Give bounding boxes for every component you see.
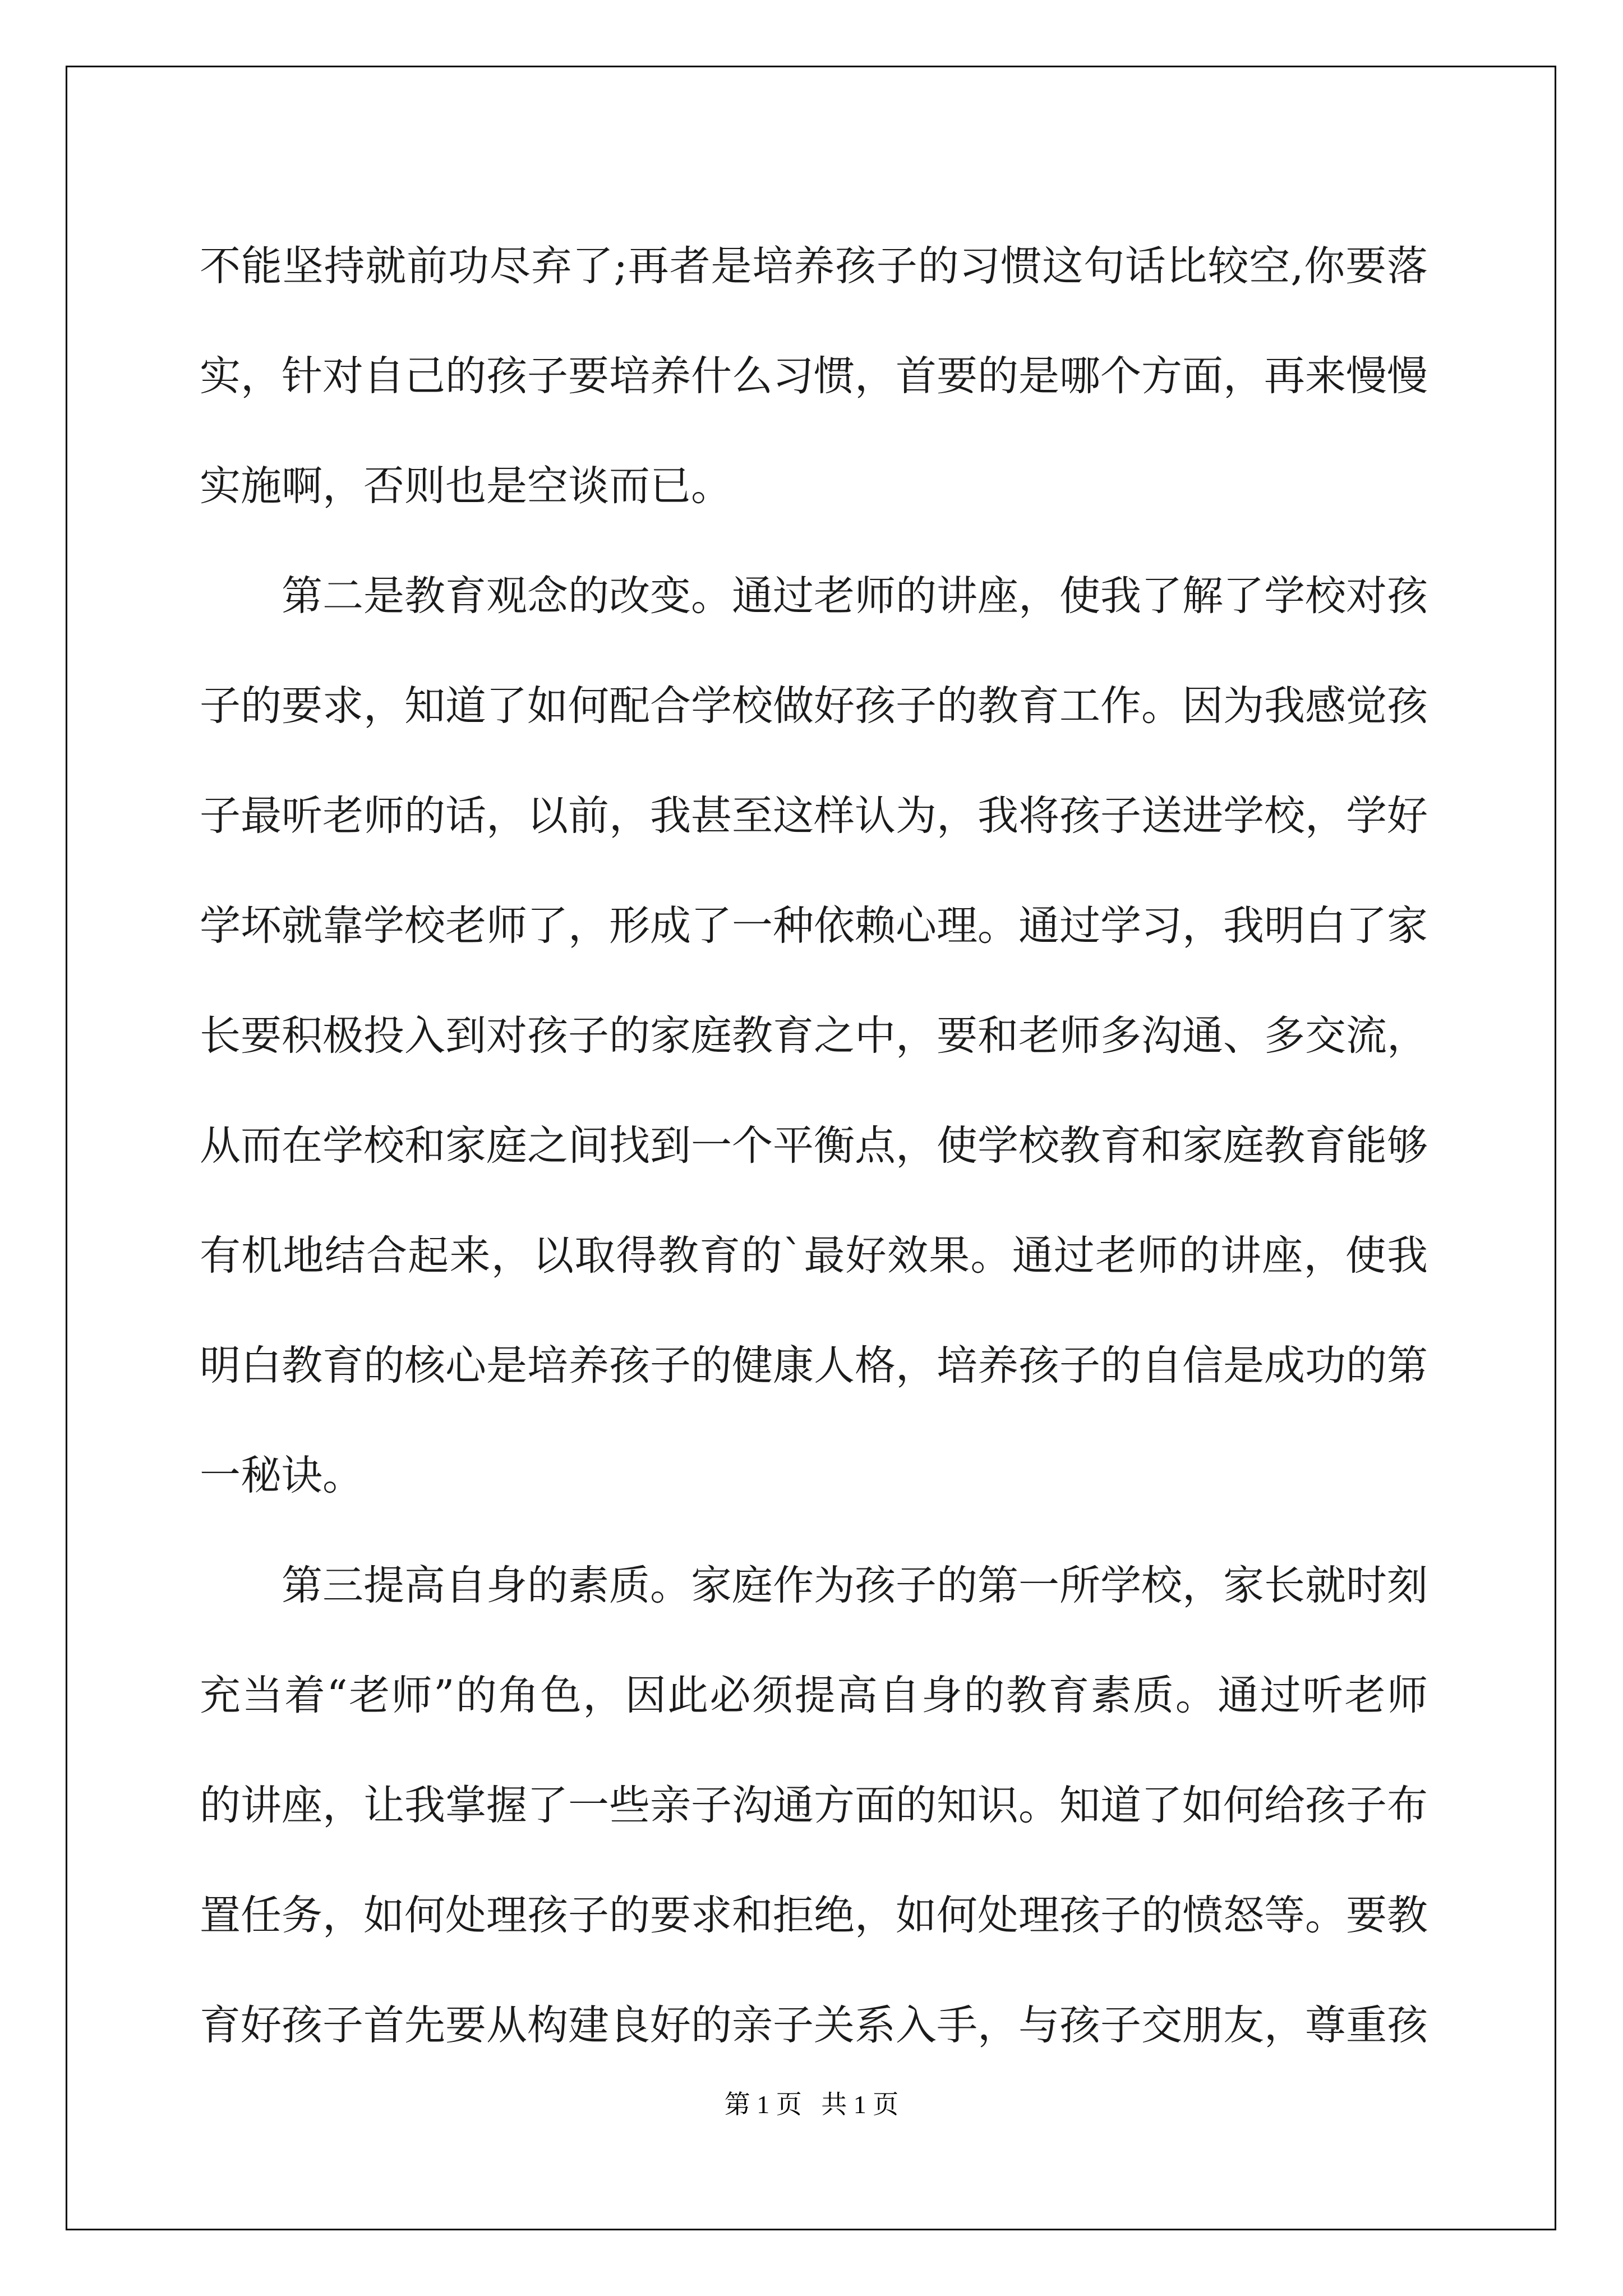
paragraph-2: 第二是教育观念的改变。通过老师的讲座，使我了解了学校对孩子的要求，知道了如何配合学校做好孩子的教育工作。因为我感觉孩子最听老师的话，以前，我甚至这样认为，我将孩子送进学校，学好学坏就靠学校老师了，形成了一种依赖心理。通过学习，我明白了家长要积极投入到对孩子的家庭教育之中，要和老师多沟通、多交流，从而在学校和家庭之间找到一个平衡点，使学校教育和家庭教育能够有机地结合起来，以取得教育的`最好效果。通过老师的讲座，使我明白教育的核心是培养孩子的健康人格，培养孩子的自信是成功的第一秘诀。 <box>200 572 1428 1499</box>
paragraph-1: 不能坚持就前功尽弃了;再者是培养孩子的习惯这句话比较空,你要落实，针对自己的孩子要培养什么习惯，首要的是哪个方面，再来慢慢实施啊，否则也是空谈而已。 <box>200 242 1428 510</box>
document-body <box>200 211 1428 2081</box>
page-number-footer: 第 1 页 共 1 页 <box>724 2090 899 2119</box>
paragraph-3: 第三提高自身的素质。家庭作为孩子的第一所学校，家长就时刻充当着“老师”的角色，因此必须提高自身的教育素质。通过听老师的讲座，让我掌握了一些亲子沟通方面的知识。知道了如何给孩子布置任务，如何处理孩子的要求和拒绝，如何处理孩子的愤怒等。要教育好孩子首先要从构建良好的亲子关系入手，与孩子交朋友，尊重孩 <box>200 1562 1428 2049</box>
